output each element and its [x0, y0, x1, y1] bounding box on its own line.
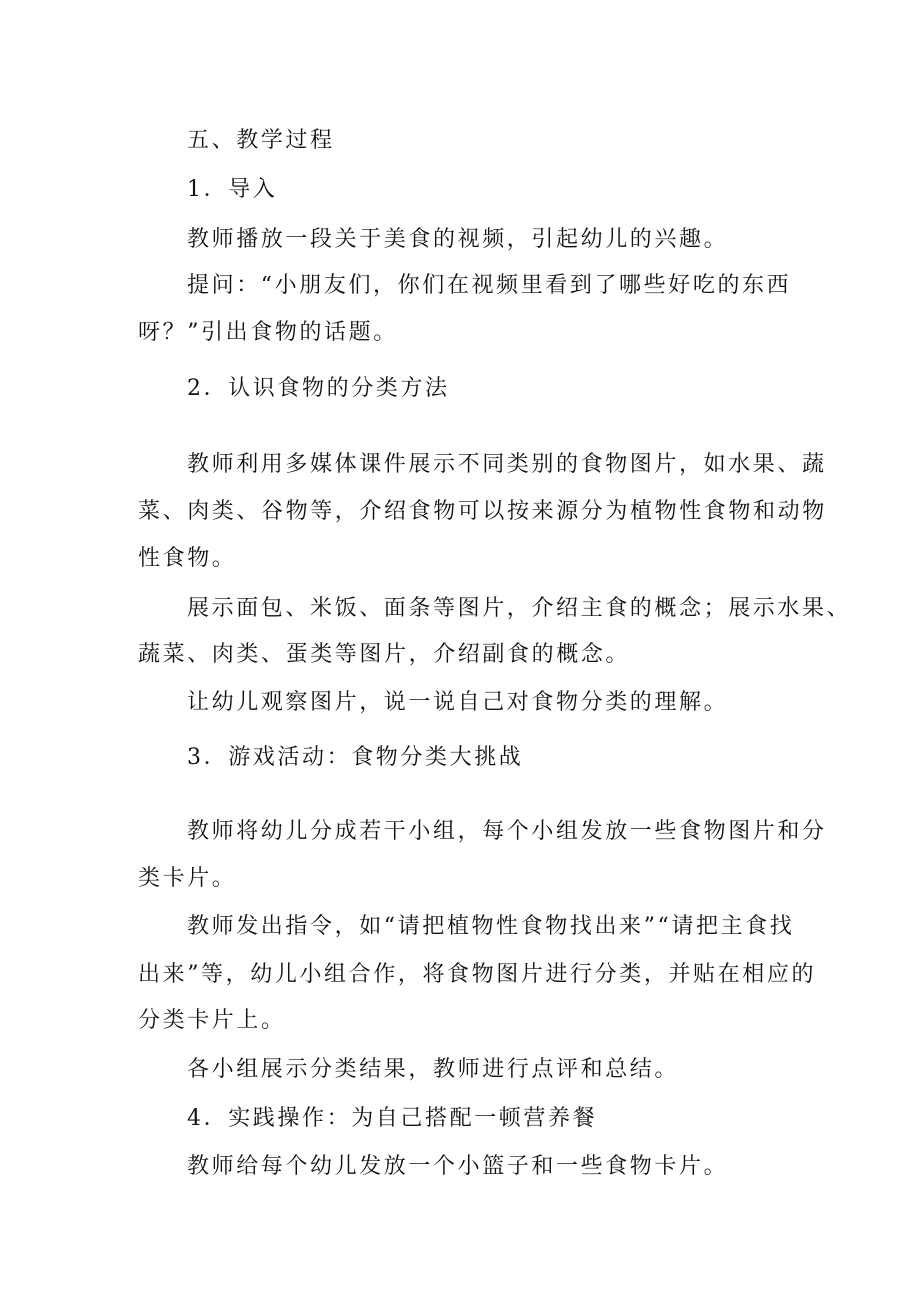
step1-heading: 1．导入	[187, 177, 278, 202]
step2-heading: 2．认识食物的分类方法	[187, 376, 450, 401]
paragraph: 类卡片。	[138, 866, 237, 891]
paragraph: 教师发出指令，如“请把植物性食物找出来”“请把主食找	[187, 914, 795, 939]
step4-heading: 4．实践操作：为自己搭配一顿营养餐	[187, 1106, 598, 1131]
paragraph: 展示面包、米饭、面条等图片，介绍主食的概念；展示水果、	[187, 596, 852, 621]
paragraph: 教师利用多媒体课件展示不同类别的食物图片，如水果、蔬	[187, 452, 827, 477]
paragraph: 让幼儿观察图片，说一说自己对食物分类的理解。	[187, 690, 729, 715]
paragraph: 教师播放一段关于美食的视频，引起幼儿的兴趣。	[187, 227, 729, 252]
paragraph: 性食物。	[138, 546, 237, 571]
paragraph: 提问：“小朋友们，你们在视频里看到了哪些好吃的东西	[187, 273, 792, 298]
paragraph: 各小组展示分类结果，教师进行点评和总结。	[187, 1057, 680, 1082]
paragraph: 菜、肉类、谷物等，介绍食物可以按来源分为植物性食物和动物	[138, 499, 827, 524]
section-heading: 五、教学过程	[187, 128, 335, 153]
paragraph: 分类卡片上。	[138, 1008, 286, 1033]
paragraph: 出来”等，幼儿小组合作，将食物图片进行分类，并贴在相应的	[138, 962, 817, 987]
step3-heading: 3．游戏活动：食物分类大挑战	[187, 745, 524, 770]
paragraph: 教师将幼儿分成若干小组，每个小组发放一些食物图片和分	[187, 819, 827, 844]
paragraph: 呀？”引出食物的话题。	[138, 320, 398, 345]
paragraph: 蔬菜、肉类、蛋类等图片，介绍副食的概念。	[138, 642, 631, 667]
paragraph: 教师给每个幼儿发放一个小篮子和一些食物卡片。	[187, 1154, 729, 1179]
